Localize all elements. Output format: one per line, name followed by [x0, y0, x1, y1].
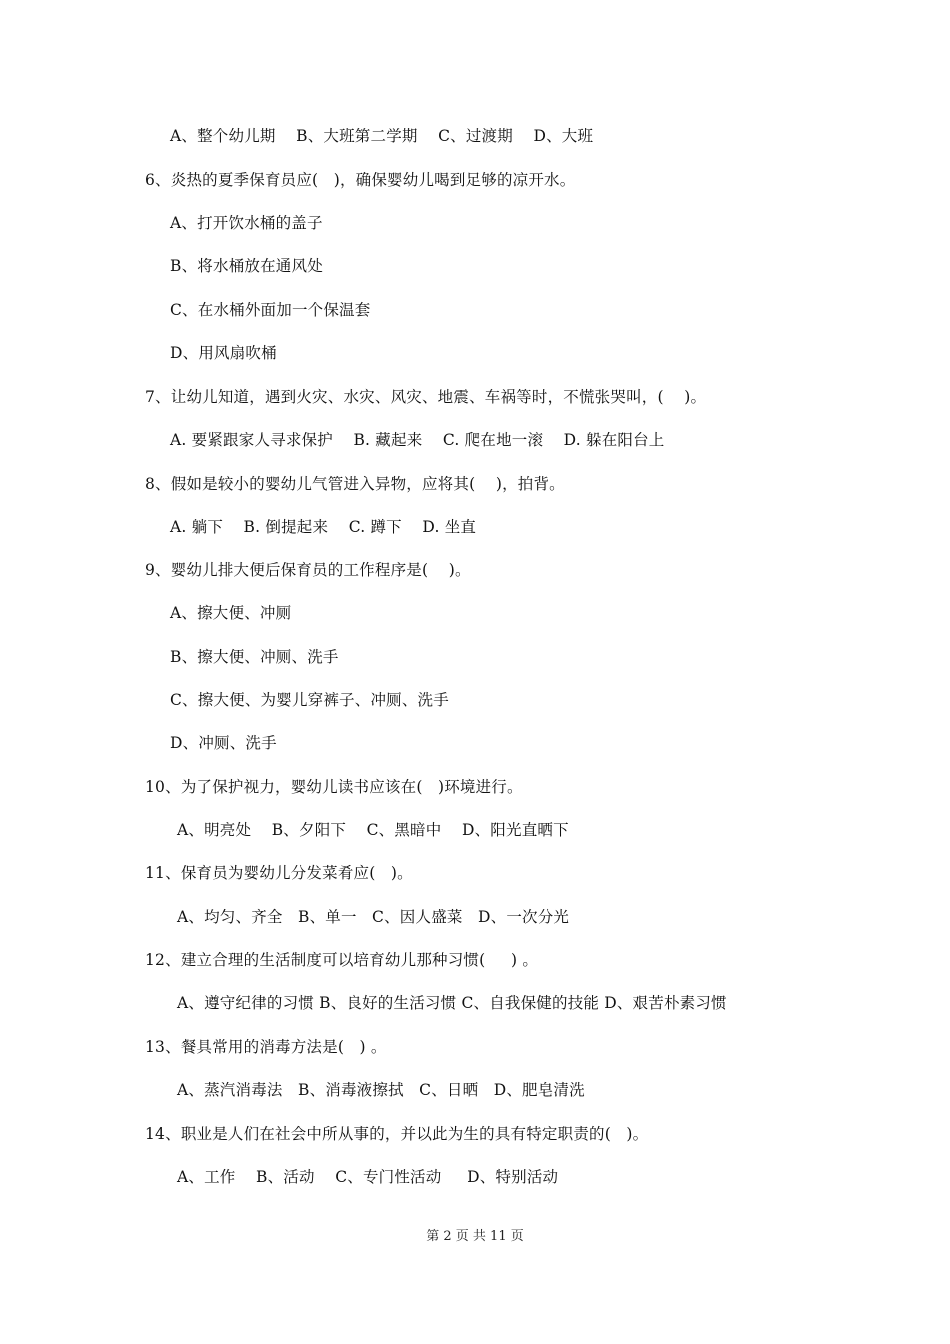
page-footer: 第 2 页 共 11 页	[426, 1229, 524, 1244]
q9-option-d: D、冲厕、洗手	[170, 734, 277, 752]
q8-options: A. 躺下 B. 倒提起来 C. 蹲下 D. 坐直	[170, 518, 477, 536]
question-14: 14、职业是人们在社会中所从事的，并以此为生的具有特定职责的( )。	[145, 1125, 649, 1143]
q11-options: A、均匀、齐全 B、单一 C、因人盛菜 D、一次分光	[177, 908, 570, 926]
q9-option-b: B、擦大便、冲厕、洗手	[170, 648, 339, 666]
q6-option-a: A、打开饮水桶的盖子	[170, 214, 323, 232]
q13-options: A、蒸汽消毒法 B、消毒液擦拭 C、日晒 D、肥皂清洗	[177, 1081, 585, 1099]
q9-option-a: A、擦大便、冲厕	[170, 604, 292, 622]
question-12: 12、建立合理的生活制度可以培育幼儿那种习惯( ) 。	[145, 951, 539, 969]
q9-option-c: C、擦大便、为婴儿穿裤子、冲厕、洗手	[170, 691, 449, 709]
question-7: 7、让幼儿知道，遇到火灾、水灾、风灾、地震、车祸等时，不慌张哭叫，( )。	[145, 388, 707, 406]
question-9: 9、婴幼儿排大便后保育员的工作程序是( )。	[145, 561, 471, 579]
q6-option-b: B、将水桶放在通风处	[170, 257, 323, 275]
question-6: 6、炎热的夏季保育员应( )，确保婴幼儿喝到足够的凉开水。	[145, 171, 576, 189]
q14-options: A、工作 B、活动 C、专门性活动 D、特别活动	[177, 1168, 559, 1186]
question-11: 11、保育员为婴幼儿分发菜肴应( )。	[145, 864, 413, 882]
q12-options: A、遵守纪律的习惯 B、良好的生活习惯 C、自我保健的技能 D、艰苦朴素习惯	[177, 994, 727, 1012]
q5-options: A、整个幼儿期 B、大班第二学期 C、过渡期 D、大班	[170, 127, 594, 145]
question-8: 8、假如是较小的婴幼儿气管进入异物，应将其( )，拍背。	[145, 475, 565, 493]
q7-options: A. 要紧跟家人寻求保护 B. 藏起来 C. 爬在地一滚 D. 躲在阳台上	[170, 431, 665, 449]
question-13: 13、餐具常用的消毒方法是( ) 。	[145, 1038, 387, 1056]
q10-options: A、明亮处 B、夕阳下 C、黑暗中 D、阳光直晒下	[177, 821, 569, 839]
q6-option-c: C、在水桶外面加一个保温套	[170, 301, 371, 319]
q6-option-d: D、用风扇吹桶	[170, 344, 277, 362]
question-10: 10、为了保护视力，婴幼儿读书应该在( )环境进行。	[145, 778, 523, 796]
